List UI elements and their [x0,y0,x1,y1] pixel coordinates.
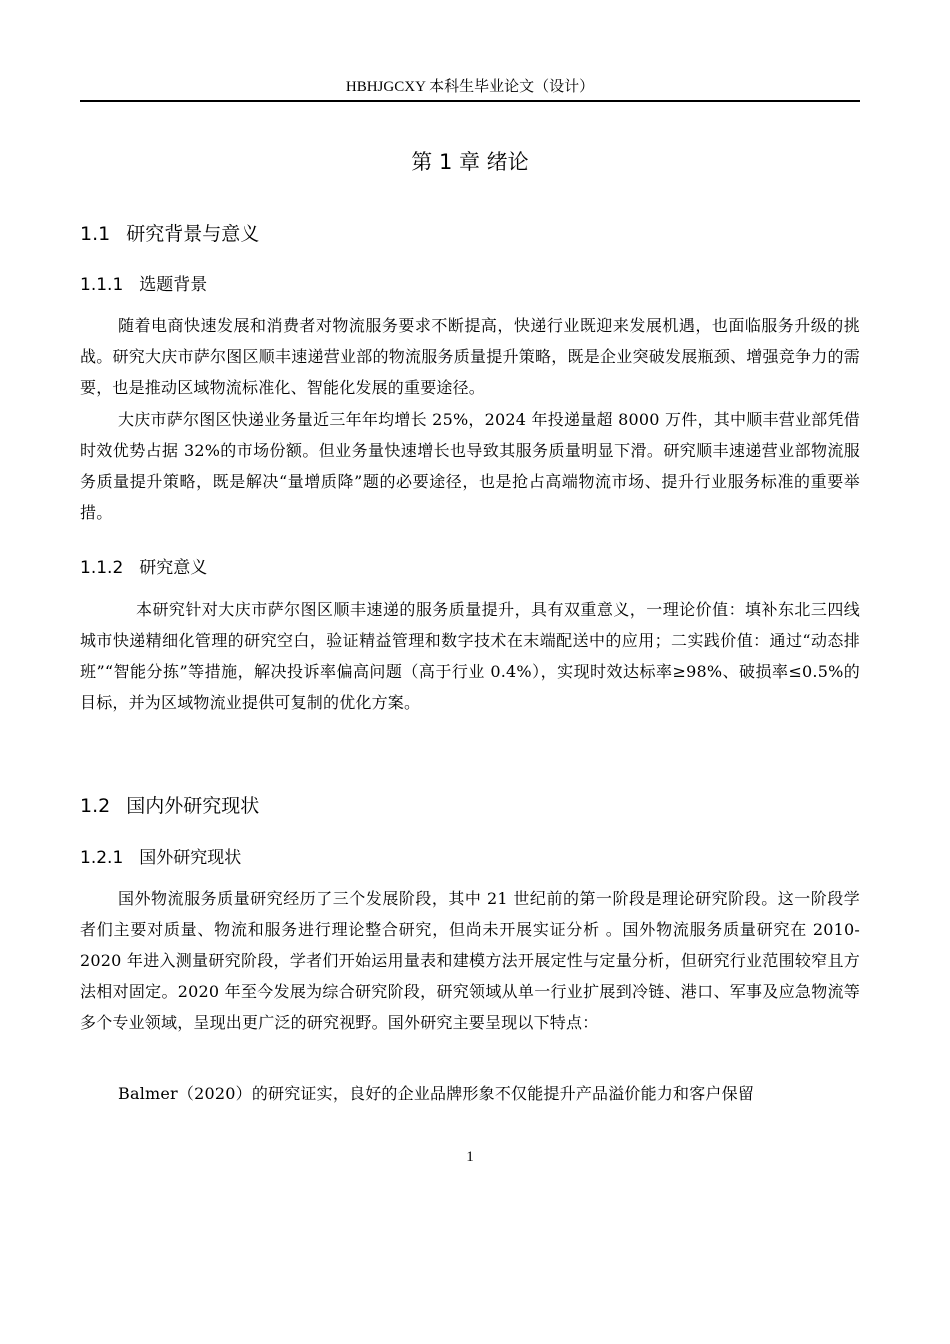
running-header: HBHJGCXY 本科生毕业论文（设计） [345,79,595,95]
subsection-number: 1.2.1 [80,848,124,868]
paragraph-foreign-research: 国外物流服务质量研究经历了三个发展阶段，其中 21 世纪前的第一阶段是理论研究阶段。这一阶段学者们主要对质量、物流和服务进行理论整合研究，但尚未开展实证分析 。国外物流服务质量研究在 2010-2020 年进入测量研究阶段，学者们开始运用量表和建模方法开展定性与定量分析，但研究行业范围较窄且方法相对固定。2020 年至今发展为综合研究阶段，研究领域从单一行业扩展到冷链、港口、军事及应急物流等多个专业领域，呈现出更广泛的研究视野。国外研究主要呈现以下特点： [80,889,860,1032]
paragraph-balmer: Balmer（2020）的研究证实，良好的企业品牌形象不仅能提升产品溢价能力和客户保留 [118,1084,755,1103]
subsection-title: 选题背景 [139,275,208,295]
subsection-heading-1-1-1 [80,271,207,299]
section-title: 研究背景与意义 [126,223,260,245]
header-rule [80,100,860,102]
chapter-title: 第 1 章 绪论 [411,150,529,174]
subsection-title: 国外研究现状 [139,848,242,868]
subsection-number: 1.1.2 [80,558,124,578]
page-number: 1 [466,1149,474,1165]
section-number: 1.1 [80,223,111,245]
section-heading-1-1 [80,219,259,249]
subsection-heading-1-2-1 [80,844,241,872]
paragraph-background-2: 大庆市萨尔图区快递业务量近三年年均增长 25%，2024 年投递量超 8000 万件，其中顺丰营业部凭借时效优势占据 32%的市场份额。但业务量快速增长也导致其服务质量明显下滑。研究顺丰速递营业部物流服务质量提升策略，既是解决“量增质降”题的必要途径，也是抢占高端物流市场、提升行业服务标准的重要举措。 [80,410,860,522]
subsection-title: 研究意义 [139,558,208,578]
paragraph-background-1: 随着电商快速发展和消费者对物流服务要求不断提高，快递行业既迎来发展机遇，也面临服务升级的挑战。研究大庆市萨尔图区顺丰速递营业部的物流服务质量提升策略，既是企业突破发展瓶颈、增强竞争力的需要，也是推动区域物流标准化、智能化发展的重要途径。 [80,316,860,397]
section-title: 国内外研究现状 [126,795,260,817]
section-heading-1-2 [80,791,259,821]
subsection-number: 1.1.1 [80,275,124,295]
section-number: 1.2 [80,795,111,817]
paragraph-significance: 本研究针对大庆市萨尔图区顺丰速递的服务质量提升，具有双重意义，一理论价值：填补东北三四线城市快递精细化管理的研究空白，验证精益管理和数字技术在末端配送中的应用；二实践价值：通过“动态排班”“智能分拣”等措施，解决投诉率偏高问题（高于行业 0.4%），实现时效达标率≥98%、破损率≤0.5%的目标，并为区域物流业提供可复制的优化方案。 [80,600,860,712]
subsection-heading-1-1-2 [80,554,207,582]
